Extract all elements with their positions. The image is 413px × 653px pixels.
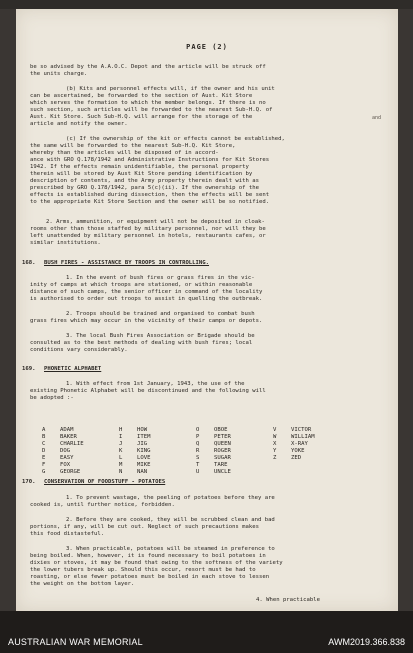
text-line: 2. Before they are cooked, they will be scrubbed clean and bad: [66, 517, 275, 523]
text-line: conditions vary considerably.: [30, 347, 128, 353]
alphabet-row: [42, 462, 352, 469]
alphabet-letter: L: [119, 455, 123, 461]
alphabet-letter: [273, 469, 291, 476]
text-line: therein will be stored by Aust Kit Store pending identification by: [30, 171, 253, 177]
alphabet-entry: [42, 434, 119, 441]
alphabet-entry: [119, 469, 196, 476]
alphabet-entry: [273, 462, 350, 469]
alphabet-word: TARE: [214, 462, 228, 468]
footer-credit: AUSTRALIAN WAR MEMORIAL: [8, 637, 143, 647]
alphabet-entry: [42, 441, 119, 448]
alphabet-row: [42, 455, 352, 462]
alphabet-word: UNCLE: [214, 469, 231, 475]
alphabet-letter: Q: [196, 441, 200, 447]
text-line: prescribed by GRO Q.178/1942, para 5(c)(ii). If the ownership of the: [30, 185, 260, 191]
text-line: 1. With effect from 1st January, 1943, the use of the: [66, 381, 245, 387]
footer-reference: AWM2019.366.838: [328, 637, 405, 647]
text-line: is authorised to order out troops to assist in quelling the outbreak.: [30, 296, 263, 302]
text-line: 1. To prevent wastage, the peeling of potatoes before they are: [66, 495, 275, 501]
footer-bar: [0, 611, 413, 653]
alphabet-entry: [42, 427, 119, 434]
text-line: such section, such articles will be forwarded to the nearest Sub-H.Q. of: [30, 107, 273, 113]
alphabet-word: BAKER: [60, 434, 77, 440]
alphabet-word: DOG: [60, 448, 71, 454]
alphabet-letter: W: [273, 434, 277, 440]
alphabet-entry: [42, 462, 119, 469]
alphabet-entry: [273, 448, 350, 455]
alphabet-entry: [119, 427, 196, 434]
alphabet-row: [42, 441, 352, 448]
alphabet-letter: A: [42, 427, 46, 433]
scan-border: [0, 0, 413, 9]
text-line: left unattended by military personnel in hotels, restaurants cafes, or: [30, 233, 266, 239]
text-line: distance of such camps, the senior officer in command of the locality: [30, 289, 263, 295]
text-line: cooked is, until further notice, forbidden.: [30, 502, 175, 508]
text-line: (c) If the ownership of the kit or effects cannot be established,: [66, 136, 285, 142]
text-line: whereby than the articles will be disposed of in accord-: [30, 150, 219, 156]
text-line: grass fires which may occur in the vicinity of their camps or depots.: [30, 318, 263, 324]
alphabet-word: QUEEN: [214, 441, 231, 447]
alphabet-row: [42, 434, 352, 441]
alphabet-word: ZED: [291, 455, 302, 461]
alphabet-word: CHARLIE: [60, 441, 84, 447]
alphabet-entry: [196, 427, 273, 434]
section-number: 169.: [22, 366, 36, 372]
alphabet-letter: M: [119, 462, 123, 468]
alphabet-letter: N: [119, 469, 123, 475]
alphabet-word: ADAM: [60, 427, 74, 433]
alphabet-row: [42, 427, 352, 434]
text-line: the weight on the bottom layer.: [30, 581, 135, 587]
text-line: article and notify the owner.: [30, 121, 128, 127]
alphabet-entry: [42, 455, 119, 462]
alphabet-entry: [196, 455, 273, 462]
alphabet-letter: P: [196, 434, 200, 440]
section-heading: PHONETIC ALPHABET: [44, 366, 102, 372]
alphabet-entry: [119, 441, 196, 448]
section-heading: CONSERVATION OF FOODSTUFF - POTATOES: [44, 479, 166, 485]
alphabet-entry: [273, 427, 350, 434]
text-line: consulted as to the best methods of dealing with bush fires; local: [30, 340, 253, 346]
alphabet-word: NAN: [137, 469, 148, 475]
alphabet-word: WILLIAM: [291, 434, 315, 440]
alphabet-entry: [42, 448, 119, 455]
alphabet-letter: C: [42, 441, 46, 447]
text-line: the units charge.: [30, 71, 88, 77]
alphabet-word: ROGER: [214, 448, 231, 454]
text-line: 3. The local Bush Fires Association or Brigade should be: [66, 333, 255, 339]
alphabet-entry: [196, 434, 273, 441]
text-line: inity of camps at which troops are stationed, or within reasonable: [30, 282, 253, 288]
text-line: dixies or stoves, it may be found that owing to the softness of the variety: [30, 560, 283, 566]
alphabet-word: LOVE: [137, 455, 151, 461]
text-line: ance with GRO Q.178/1942 and Administrative Instructions for Kit Stores: [30, 157, 270, 163]
text-line: 2. Arms, ammunition, or equipment will not be deposited in cloak-: [46, 219, 265, 225]
alphabet-entry: [42, 469, 119, 476]
text-line: 4. When practicable: [256, 597, 320, 603]
alphabet-letter: X: [273, 441, 277, 447]
alphabet-entry: [196, 469, 273, 476]
alphabet-word: ITEM: [137, 434, 151, 440]
alphabet-word: SUGAR: [214, 455, 231, 461]
phonetic-alphabet-table: [42, 427, 352, 476]
text-line: 3. When practicable, potatoes will be steamed in preference to: [66, 546, 275, 552]
text-line: can be ascertained, be forwarded to the section of Aust. Kit Store: [30, 93, 253, 99]
alphabet-row: [42, 448, 352, 455]
text-line: existing Phonetic Alphabet will be discontinued and the following will: [30, 388, 266, 394]
section-number: 168.: [22, 260, 36, 266]
alphabet-letter: V: [273, 427, 277, 433]
document-page: [16, 9, 398, 611]
alphabet-word: YOKE: [291, 448, 305, 454]
alphabet-letter: G: [42, 469, 46, 475]
text-line: being boiled. When, however, it is found necessary to boil potatoes in: [30, 553, 266, 559]
alphabet-word: HOW: [137, 427, 148, 433]
text-line: the same will be forwarded to the nearest Sub-H.Q. Kit Store,: [30, 143, 236, 149]
page-title: PAGE (2): [186, 43, 228, 51]
alphabet-entry: [119, 462, 196, 469]
text-line: description of contents, and the Army property therein dealt with as: [30, 178, 260, 184]
alphabet-letter: H: [119, 427, 123, 433]
text-line: 1. In the event of bush fires or grass fires in the vic-: [66, 275, 255, 281]
text-line: 2. Troops should be trained and organised to combat bush: [66, 311, 255, 317]
text-line: this food distasteful.: [30, 531, 105, 537]
margin-note: and: [372, 115, 382, 121]
text-line: portions, if any, will be cut out. Neglect of such precautions makes: [30, 524, 260, 530]
alphabet-row: [42, 469, 352, 476]
text-line: similar institutions.: [30, 240, 101, 246]
text-line: 1942. If the effects remain unidentifiable, the personal property: [30, 164, 249, 170]
text-line: Aust. Kit Store. Such Sub-H.Q. will arrange for the storage of the: [30, 114, 253, 120]
alphabet-letter: O: [196, 427, 200, 433]
alphabet-letter: Z: [273, 455, 277, 461]
alphabet-letter: R: [196, 448, 200, 454]
alphabet-letter: U: [196, 469, 200, 475]
section-heading: BUSH FIRES - ASSISTANCE BY TROOPS IN CONTROLLING.: [44, 260, 210, 266]
alphabet-entry: [273, 441, 350, 448]
text-line: to the appropriate Kit Store Section and the owner will be so notified.: [30, 199, 270, 205]
alphabet-letter: B: [42, 434, 46, 440]
alphabet-word: EASY: [60, 455, 74, 461]
alphabet-letter: D: [42, 448, 46, 454]
text-line: rooms other than those staffed by military personnel, nor will they be: [30, 226, 266, 232]
text-line: be adopted :-: [30, 395, 74, 401]
text-line: be so advised by the A.A.O.C. Depot and the article will be struck off: [30, 64, 266, 70]
alphabet-letter: J: [119, 441, 123, 447]
alphabet-letter: I: [119, 434, 123, 440]
alphabet-entry: [273, 455, 350, 462]
alphabet-entry: [119, 434, 196, 441]
alphabet-word: KING: [137, 448, 151, 454]
alphabet-letter: S: [196, 455, 200, 461]
alphabet-word: FOX: [60, 462, 71, 468]
alphabet-entry: [196, 462, 273, 469]
alphabet-letter: T: [196, 462, 200, 468]
alphabet-letter: K: [119, 448, 123, 454]
alphabet-entry: [196, 448, 273, 455]
alphabet-word: JIG: [137, 441, 148, 447]
text-line: (b) Kits and personnel effects will, if the owner and his unit: [66, 86, 275, 92]
alphabet-letter: [273, 462, 291, 469]
alphabet-word: MIKE: [137, 462, 151, 468]
alphabet-entry: [196, 441, 273, 448]
alphabet-entry: [273, 434, 350, 441]
document-body: [16, 9, 398, 611]
text-line: roasting, or else fewer potatoes must be boiled in each stove to lessen: [30, 574, 270, 580]
alphabet-entry: [119, 455, 196, 462]
alphabet-word: PETER: [214, 434, 231, 440]
text-line: the lower tubers break up. Should this occur, resort must be had to: [30, 567, 256, 573]
alphabet-word: VICTOR: [291, 427, 312, 433]
alphabet-entry: [273, 469, 350, 476]
alphabet-letter: Y: [273, 448, 277, 454]
alphabet-letter: E: [42, 455, 46, 461]
alphabet-word: GEORGE: [60, 469, 81, 475]
alphabet-entry: [119, 448, 196, 455]
section-number: 170.: [22, 479, 36, 485]
text-line: which serves the formation to which the member belongs. If there is no: [30, 100, 266, 106]
text-line: effects is established during dissection, then the effects will be sent: [30, 192, 270, 198]
alphabet-word: X-RAY: [291, 441, 308, 447]
alphabet-letter: F: [42, 462, 46, 468]
alphabet-word: OBOE: [214, 427, 228, 433]
